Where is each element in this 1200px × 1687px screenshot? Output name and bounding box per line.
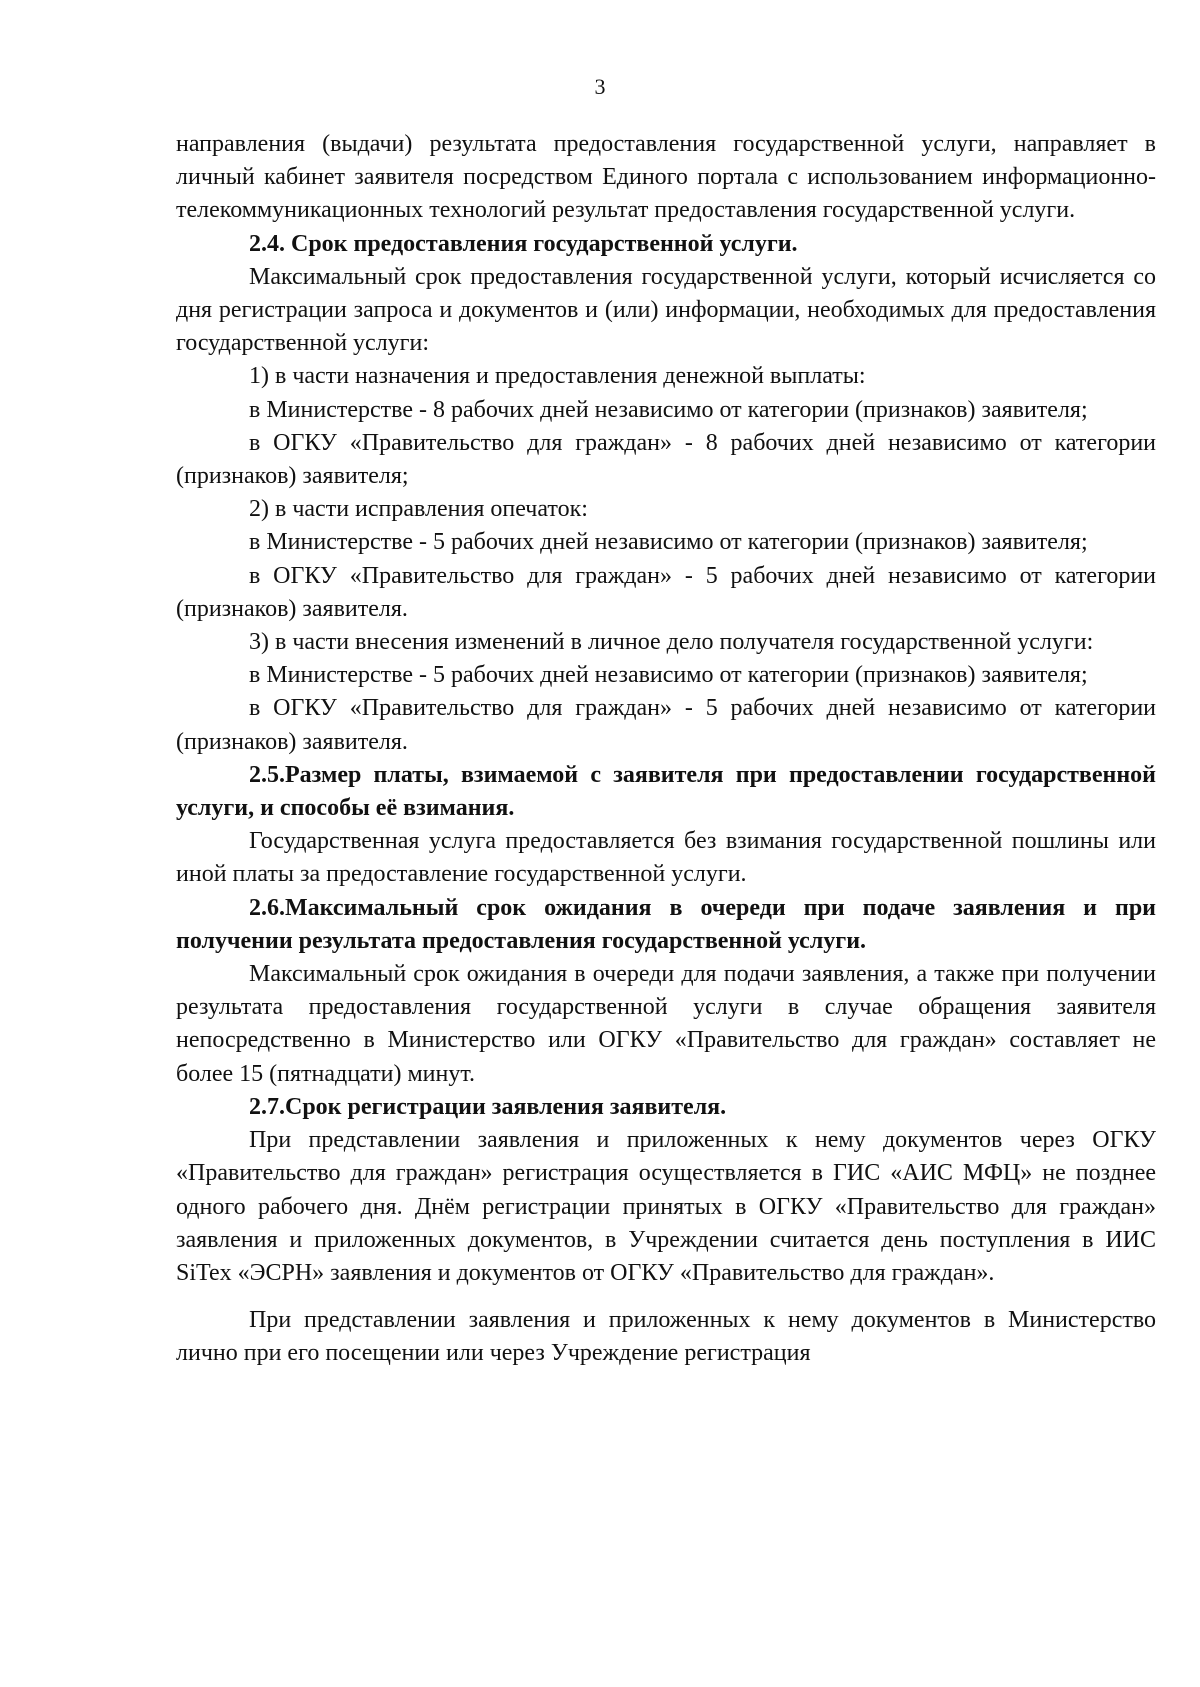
- paragraph-registration-ministry: При представлении заявления и приложенных к нему документов в Министерство лично при его посещении или через Учреждение регистрация: [176, 1307, 1156, 1367]
- paragraph-ministry-8-days: в Министерстве - 8 рабочих дней независимо от категории (признаков) заявителя;: [249, 396, 1088, 423]
- paragraph-ministry-5-days-typos: в Министерстве - 5 рабочих дней независимо от категории (признаков) заявителя;: [249, 529, 1088, 556]
- paragraph-ogku-5-days-changes: в ОГКУ «Правительство для граждан» - 5 рабочих дней независимо от категории (признаков) заявителя.: [176, 695, 1156, 755]
- heading-2-4: 2.4. Срок предоставления государственной услуги.: [249, 230, 798, 257]
- paragraph-item-2: 2) в части исправления опечаток:: [249, 496, 588, 523]
- paragraph-ministry-5-days-changes: в Министерстве - 5 рабочих дней независимо от категории (признаков) заявителя;: [249, 662, 1088, 689]
- document-body: [176, 128, 1156, 1371]
- paragraph-result-delivery: направления (выдачи) результата предоставления государственной услуги, направляет в личный кабинет заявителя посредством Единого портала с использованием информационно-телекоммуникационных технологий результат предоставления государственной услуги.: [176, 131, 1156, 224]
- paragraph-item-1: 1) в части назначения и предоставления денежной выплаты:: [249, 363, 866, 390]
- paragraph-max-term: Максимальный срок предоставления государственной услуги, который исчисляется со дня регистрации запроса и документов и (или) информации, необходимых для предоставления государственной услуги:: [176, 263, 1156, 357]
- paragraph-registration-ogku: При представлении заявления и приложенных к нему документов через ОГКУ «Правительство для граждан» регистрация осуществляется в ГИС «АИС МФЦ» не позднее одного рабочего дня. Днём регистрации принятых в ОГКУ «Правительство для граждан» заявления и приложенных документов, в Учреждении считается день поступления в ИИС SiTex «ЭСРН» заявления и документов от ОГКУ «Правительство для граждан».: [176, 1127, 1156, 1286]
- heading-2-5: 2.5.Размер платы, взимаемой с заявителя при предоставлении государственной услуги, и способы её взимания.: [176, 761, 1156, 822]
- page-number: 3: [594, 74, 606, 99]
- paragraph-ogku-8-days: в ОГКУ «Правительство для граждан» - 8 рабочих дней независимо от категории (признаков) заявителя;: [176, 429, 1156, 490]
- heading-2-7: 2.7.Срок регистрации заявления заявителя.: [249, 1093, 727, 1120]
- heading-2-6: 2.6.Максимальный срок ожидания в очереди при подаче заявления и при получении результата предоставления государственной услуги.: [176, 894, 1156, 954]
- paragraph-no-fee: Государственная услуга предоставляется без взимания государственной пошлины или иной платы за предоставление государственной услуги.: [176, 828, 1156, 888]
- paragraph-queue-time: Максимальный срок ожидания в очереди для подачи заявления, а также при получении результата предоставления государственной услуги в случае обращения заявителя непосредственно в Министерство или ОГКУ «Правительство для граждан» составляет не более 15 (пятнадцати) минут.: [176, 961, 1156, 1087]
- paragraph-item-3: 3) в части внесения изменений в личное дело получателя государственной услуги:: [249, 629, 1094, 656]
- paragraph-ogku-5-days-typos: в ОГКУ «Правительство для граждан» - 5 рабочих дней независимо от категории (признаков) заявителя.: [176, 562, 1156, 622]
